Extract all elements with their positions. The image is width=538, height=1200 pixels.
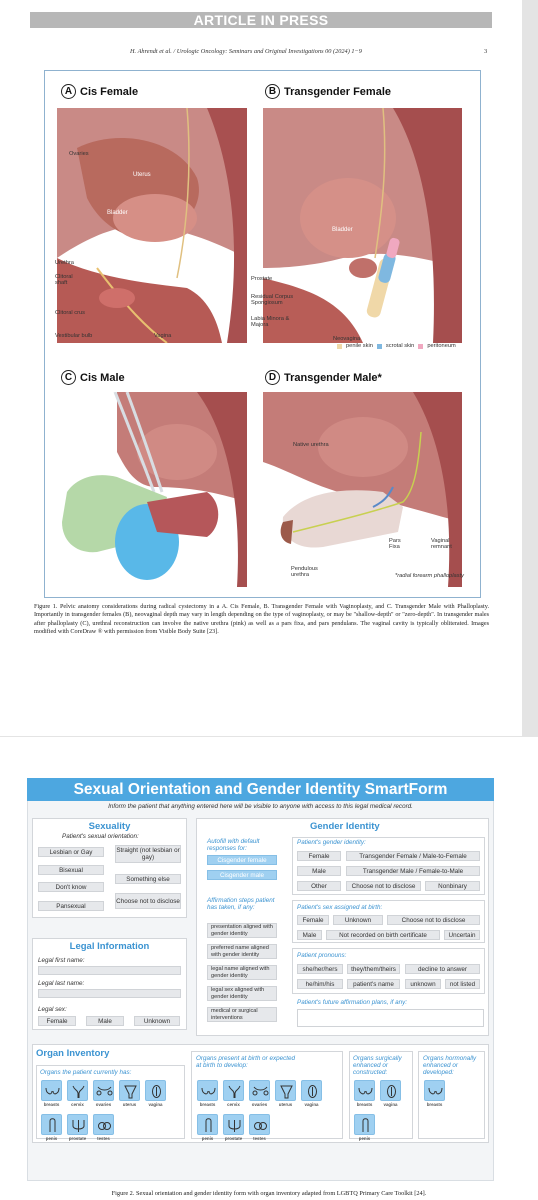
identity-nonbinary[interactable]: Nonbinary <box>425 881 480 891</box>
organ-hormonal-breasts[interactable] <box>424 1080 445 1101</box>
organ-current-ovaries[interactable] <box>93 1080 114 1101</box>
identity-transgender-female[interactable]: Transgender Female / Male-to-Female <box>346 851 480 861</box>
running-head: H. Ahrendt et al. / Urologic Oncology: Seminars and Original Investigations 00 (2024) 1−9 <box>130 48 362 55</box>
panel-b-title <box>265 84 391 99</box>
label-pendulous-urethra: Pendulous urethra <box>291 566 318 578</box>
ovaries-icon <box>252 1083 269 1100</box>
label-prostate: Prostate <box>251 276 273 282</box>
label-native-urethra: Native urethra <box>293 442 329 448</box>
autofill-cisgender-male[interactable]: Cisgender male <box>207 870 277 880</box>
figure-1 <box>44 70 481 598</box>
pronoun-decline-to-answer[interactable]: decline to answer <box>405 964 480 974</box>
organ-birth-vagina[interactable] <box>301 1080 322 1101</box>
hormonal-organs-prompt: Organs hormonally enhanced or developed: <box>423 1055 477 1076</box>
organ-birth-cervix[interactable] <box>223 1080 244 1101</box>
future-affirmation-prompt: Patient's future affirmation plans, if any: <box>297 999 408 1006</box>
step-legal-name-aligned[interactable]: legal name aligned with gender identity <box>207 965 277 980</box>
pronoun-she-her-hers[interactable]: she/her/hers <box>297 964 343 974</box>
organ-birth-testes[interactable] <box>249 1114 270 1135</box>
identity-male[interactable]: Male <box>297 866 341 876</box>
organ-current-testes[interactable] <box>93 1114 114 1135</box>
pronoun-patients-name[interactable]: patient's name <box>347 979 400 989</box>
organ-birth-breasts[interactable] <box>197 1080 218 1101</box>
smartform-disclaimer: Inform the patient that anything entered here will be visible to anyone with access to this legal medical record. <box>108 803 413 810</box>
organ-label-birth-vagina: vagina <box>304 1102 319 1107</box>
organ-label-current-ovaries: ovaries <box>95 1102 112 1107</box>
pronoun-he-him-his[interactable]: he/him/his <box>297 979 343 989</box>
sab-male[interactable]: Male <box>297 930 322 940</box>
panel-d-letter: D <box>265 370 280 385</box>
page-number: 3 <box>484 48 488 55</box>
option-bisexual[interactable]: Bisexual <box>38 865 104 875</box>
figure-1-caption: Figure 1. Pelvic anatomy considerations during radical cystectomy in a A. Cis Female, B. Transgender Female with Vaginoplasty, and C. Transgender Male with Phalloplasty. Importantly in transgender females (B), neovaginal depth may vary in length depending on the type of vaginoplasty, or may be "shallow-depth" or "zero-depth". In transgender males after phalloplasty (C), urethral reconstruction can involve the native urethra (pink) as well as a pars fixa, and pars pendulans. The vaginal cavity is typically obliterated. Images modified with CoreDraw ® with permission from Visible Body Suite [23]. <box>34 603 489 635</box>
prostate-icon <box>70 1117 87 1134</box>
legend-swatch-peritoneum <box>418 344 423 349</box>
penis-icon <box>357 1117 374 1134</box>
penis-icon <box>44 1117 61 1134</box>
legal-first-name-label: Legal first name: <box>38 957 85 964</box>
sex-assigned-at-birth-prompt: Patient's sex assigned at birth: <box>297 904 383 911</box>
sexual-orientation-prompt: Patient's sexual orientation: <box>62 833 139 840</box>
legend-swatch-scrotal-skin <box>377 344 382 349</box>
panel-d-name: Transgender Male* <box>284 371 382 384</box>
label-clitoral-crus: Clitoral crus <box>55 310 86 316</box>
organ-inventory-heading: Organ Inventory <box>36 1048 110 1059</box>
birth-organs-prompt: Organs present at birth or expected at birth to develop: <box>196 1055 296 1069</box>
legal-information-heading: Legal Information <box>69 941 150 952</box>
sab-unknown[interactable]: Unknown <box>333 915 383 925</box>
affirmation-steps-prompt: Affirmation steps patient has taken, if any: <box>207 897 275 911</box>
legend-peritoneum: peritoneum <box>427 343 456 349</box>
option-dont-know[interactable]: Don't know <box>38 882 104 892</box>
future-affirmation-plans-field[interactable] <box>297 1009 484 1027</box>
organ-label-current-vagina: vagina <box>148 1102 163 1107</box>
organ-label-surgical-breasts: breasts <box>356 1102 373 1107</box>
sab-female[interactable]: Female <box>297 915 329 925</box>
prostate-icon <box>226 1117 243 1134</box>
legend-swatch-penile-skin <box>337 344 342 349</box>
organ-current-uterus[interactable] <box>119 1080 140 1101</box>
vagina-icon <box>383 1083 400 1100</box>
sab-choose-not-to-disclose[interactable]: Choose not to disclose <box>387 915 480 925</box>
label-vagina: Vagina <box>154 333 172 339</box>
panel-a-name: Cis Female <box>80 85 139 98</box>
legal-sex-unknown[interactable]: Unknown <box>134 1016 180 1026</box>
panel-a-letter: A <box>61 84 76 99</box>
autofill-cisgender-female[interactable]: Cisgender female <box>207 855 277 865</box>
organ-birth-prostate[interactable] <box>223 1114 244 1135</box>
organ-current-breasts[interactable] <box>41 1080 62 1101</box>
organ-label-current-breasts: breasts <box>43 1102 60 1107</box>
label-neovagina: Neovagina <box>333 336 361 342</box>
organ-label-current-testes: testes <box>97 1136 110 1141</box>
legal-sex-male[interactable]: Male <box>86 1016 124 1026</box>
identity-female[interactable]: Female <box>297 851 341 861</box>
step-preferred-name-aligned[interactable]: preferred name aligned with gender identity <box>207 944 277 959</box>
breasts-icon <box>427 1083 444 1100</box>
legend-scrotal-skin: scrotal skin <box>385 343 415 349</box>
organ-current-prostate[interactable] <box>67 1114 88 1135</box>
panel-b-letter: B <box>265 84 280 99</box>
step-medical-or-surgical[interactable]: medical or surgical interventions <box>207 1007 277 1022</box>
option-pansexual[interactable]: Pansexual <box>38 901 104 911</box>
neovagina-legend <box>337 343 456 349</box>
uterus-icon <box>278 1083 295 1100</box>
autofill-prompt: Autofill with default responses for: <box>207 838 260 852</box>
organ-current-vagina[interactable] <box>145 1080 166 1101</box>
pronouns-prompt: Patient pronouns: <box>297 952 347 959</box>
organ-birth-penis[interactable] <box>197 1114 218 1135</box>
pronoun-they-them-theirs[interactable]: they/them/theirs <box>347 964 400 974</box>
current-organs-prompt: Organs the patient currently has: <box>40 1069 132 1076</box>
organ-surgical-penis[interactable] <box>354 1114 375 1135</box>
label-pars-fixa: Pars Fixa <box>389 538 401 550</box>
uterus-icon <box>122 1083 139 1100</box>
pronoun-not-listed[interactable]: not listed <box>445 979 480 989</box>
label-labia: Labia Minora & Majora <box>251 316 290 328</box>
organ-label-birth-penis: penis <box>201 1136 214 1141</box>
step-presentation-aligned[interactable]: presentation aligned with gender identity <box>207 923 277 938</box>
label-radial-forearm-note: *radial forearm phalloplasty <box>395 573 464 579</box>
identity-choose-not-to-disclose[interactable]: Choose not to disclose <box>346 881 421 891</box>
option-straight[interactable]: Straight (not lesbian or gay) <box>116 847 180 861</box>
article-page-2 <box>0 737 538 1200</box>
cis-male-anatomy-image <box>57 392 247 587</box>
cervix-icon <box>226 1083 243 1100</box>
label-bladder-a: Bladder <box>107 210 128 216</box>
gender-identity-heading: Gender Identity <box>310 821 380 832</box>
label-bladder-b: Bladder <box>332 227 353 233</box>
panel-c-title <box>61 370 125 385</box>
vagina-icon <box>304 1083 321 1100</box>
organ-label-birth-uterus: uterus <box>278 1102 293 1107</box>
organ-label-birth-breasts: breasts <box>199 1102 216 1107</box>
option-choose-not-to-disclose-orientation[interactable]: Choose not to disclose <box>115 893 181 909</box>
organ-label-birth-testes: testes <box>253 1136 266 1141</box>
sab-not-recorded[interactable]: Not recorded on birth certificate <box>326 930 440 940</box>
organ-current-cervix[interactable] <box>67 1080 88 1101</box>
legal-last-name-label: Legal last name: <box>38 980 85 987</box>
testes-icon <box>96 1117 113 1134</box>
legal-sex-label: Legal sex: <box>38 1006 67 1013</box>
vagina-icon <box>148 1083 165 1100</box>
label-residual-corpus-spongiosum: Residual Corpus Spongiosum <box>251 294 294 306</box>
organ-label-surgical-penis: penis <box>358 1136 371 1141</box>
panel-a-title <box>61 84 138 99</box>
label-clitoral-shaft: Clitoral shaft <box>55 274 73 286</box>
figure-2-caption: Figure 2. Sexual orientation and gender identity form with organ inventory adapted from LGBTQ Primary Care Toolkit [24]. <box>111 1190 427 1197</box>
label-uterus: Uterus <box>133 172 151 178</box>
legal-last-name-field[interactable] <box>38 989 181 998</box>
article-in-press-banner: ARTICLE IN PRESS <box>30 12 492 28</box>
label-ovaries: Ovaries <box>69 151 89 157</box>
step-legal-sex-aligned[interactable]: legal sex aligned with gender identity <box>207 986 277 1001</box>
cervix-icon <box>70 1083 87 1100</box>
panel-d-title <box>265 370 382 385</box>
breasts-icon <box>200 1083 217 1100</box>
identity-transgender-male[interactable]: Transgender Male / Female-to-Male <box>346 866 480 876</box>
organ-label-current-uterus: uterus <box>122 1102 137 1107</box>
organ-label-hormonal-breasts: breasts <box>426 1102 443 1107</box>
cis-female-anatomy-image <box>57 108 247 343</box>
label-urethra: Urethra <box>55 260 74 266</box>
penis-icon <box>200 1117 217 1134</box>
organ-birth-ovaries[interactable] <box>249 1080 270 1101</box>
legend-penile-skin: penile skin <box>346 343 373 349</box>
organ-label-current-cervix: cervix <box>71 1102 84 1107</box>
option-lesbian-or-gay[interactable]: Lesbian or Gay <box>38 847 104 857</box>
organ-label-current-prostate: prostate <box>68 1136 87 1141</box>
organ-label-birth-prostate: prostate <box>224 1136 243 1141</box>
option-something-else[interactable]: Something else <box>115 874 181 884</box>
label-vestibular-bulb: Vestibular bulb <box>55 333 93 339</box>
smartform-title: Sexual Orientation and Gender Identity SmartForm <box>27 778 494 801</box>
panel-b-name: Transgender Female <box>284 85 391 98</box>
organ-birth-uterus[interactable] <box>275 1080 296 1101</box>
testes-icon <box>252 1117 269 1134</box>
legal-first-name-field[interactable] <box>38 966 181 975</box>
organ-surgical-breasts[interactable] <box>354 1080 375 1101</box>
organ-label-birth-cervix: cervix <box>227 1102 240 1107</box>
sexuality-heading: Sexuality <box>88 821 131 832</box>
label-vaginal-remnant: Vaginal remnant <box>431 538 452 550</box>
panel-c-letter: C <box>61 370 76 385</box>
organ-surgical-vagina[interactable] <box>380 1080 401 1101</box>
organ-current-penis[interactable] <box>41 1114 62 1135</box>
identity-other[interactable]: Other <box>297 881 341 891</box>
organ-label-birth-ovaries: ovaries <box>251 1102 268 1107</box>
pronoun-unknown[interactable]: unknown <box>405 979 441 989</box>
breasts-icon <box>44 1083 61 1100</box>
panel-c-name: Cis Male <box>80 371 125 384</box>
ovaries-icon <box>96 1083 113 1100</box>
sab-uncertain[interactable]: Uncertain <box>444 930 480 940</box>
transgender-male-anatomy-image <box>263 392 462 587</box>
organ-label-surgical-vagina: vagina <box>383 1102 398 1107</box>
gender-identity-prompt: Patient's gender identity: <box>297 839 366 846</box>
organ-label-current-penis: penis <box>45 1136 58 1141</box>
legal-sex-female[interactable]: Female <box>38 1016 76 1026</box>
surgical-organs-prompt: Organs surgically enhanced or constructed: <box>353 1055 402 1076</box>
transgender-female-anatomy-image <box>263 108 462 343</box>
breasts-icon <box>357 1083 374 1100</box>
